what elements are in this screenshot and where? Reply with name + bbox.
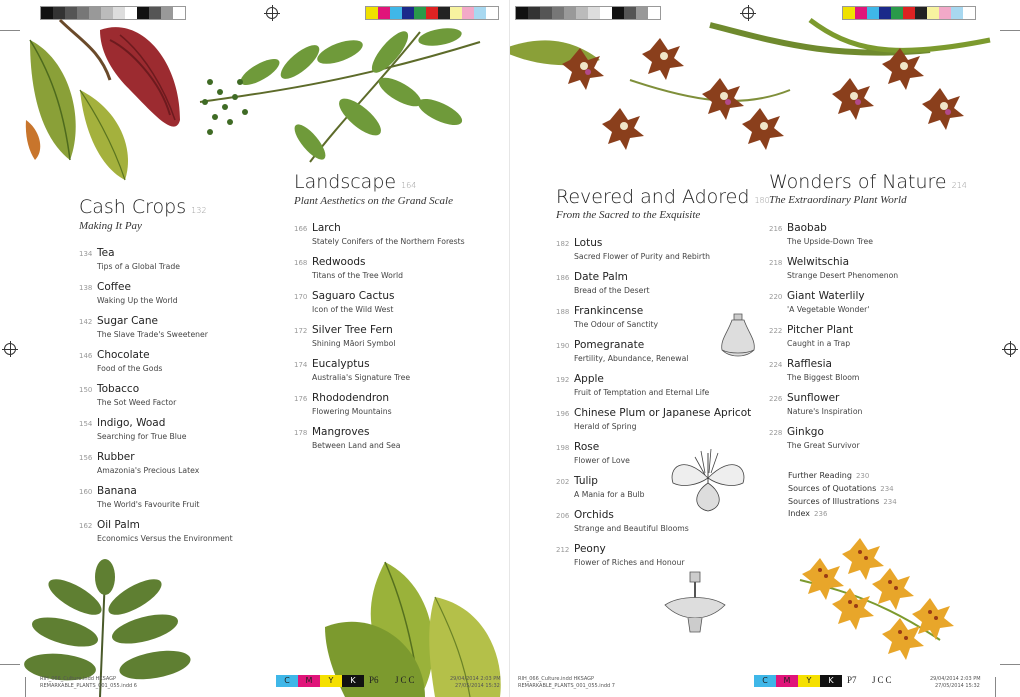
back-matter-label: Index — [788, 509, 811, 518]
toc-entry-title: Coffee — [97, 281, 131, 293]
toc-entry-page: 160 — [79, 488, 93, 496]
toc-entry-description: Nature's Inspiration — [787, 407, 863, 416]
toc-entry-title: Ginkgo — [787, 426, 824, 438]
toc-entry-title: Oil Palm — [97, 519, 140, 531]
toc-entry-page: 172 — [294, 327, 308, 335]
toc-entry-title: Rafflesia — [787, 358, 832, 370]
slug-file: REMARKABLE_PLANTS_001_055.indd 6 — [40, 683, 137, 689]
toc-entry-description: The Biggest Bloom — [787, 373, 860, 382]
back-matter-label: Further Reading — [788, 471, 852, 480]
section-title-text: Wonders of Nature — [769, 171, 947, 193]
toc-entry-page: 154 — [79, 420, 93, 428]
slug-left: RIH_066_Culture.indd HKSAGP — [518, 676, 595, 682]
toc-entry-title: Rhododendron — [312, 392, 390, 404]
toc-entry-description: Tips of a Global Trade — [97, 262, 180, 271]
toc-entry-description: Fruit of Temptation and Eternal Life — [574, 388, 710, 397]
toc-entry-title: Giant Waterlily — [787, 290, 865, 302]
section-page-number: 132 — [191, 206, 207, 215]
toc-entry-title: Rubber — [97, 451, 135, 463]
toc-entry-title: Rose — [574, 441, 600, 453]
toc-entry-page: 220 — [769, 293, 783, 301]
section-title — [294, 171, 416, 193]
toc-entry-page: 170 — [294, 293, 308, 301]
toc-entry-page: 150 — [79, 386, 93, 394]
toc-entry-description: Bread of the Desert — [574, 286, 650, 295]
color-bar — [842, 6, 976, 20]
section-title-text: Cash Crops — [79, 196, 187, 218]
section-title — [769, 171, 967, 193]
toc-entry-page: 222 — [769, 327, 783, 335]
toc-entry-description: The Slave Trade's Sweetener — [97, 330, 208, 339]
back-matter-page: 234 — [883, 498, 897, 506]
toc-entry-description: Economics Versus the Environment — [97, 534, 233, 543]
page-mark: P6 — [369, 675, 379, 685]
toc-entry-description: Searching for True Blue — [97, 432, 187, 441]
back-matter-item[interactable] — [788, 484, 894, 493]
cyan-swatch: C — [754, 675, 776, 687]
section-title-text: Landscape — [294, 171, 397, 193]
toc-entry-title: Mangroves — [312, 426, 370, 438]
toc-entry-page: 138 — [79, 284, 93, 292]
slug-time: 27/05/2014 15:32 — [935, 683, 980, 689]
toc-entry-page: 182 — [556, 240, 570, 248]
toc-entry-description: Titans of the Tree World — [312, 271, 404, 280]
slug-file: REMARKABLE_PLANTS_001_055.indd 7 — [518, 683, 615, 689]
crop-mark — [995, 677, 996, 697]
jcc-mark: JCC — [872, 675, 894, 685]
toc-entry-title: Frankincense — [574, 305, 644, 317]
right-page — [510, 0, 1020, 697]
toc-entry-title: Peony — [574, 543, 606, 555]
section-subtitle: Plant Aesthetics on the Grand Scale — [294, 195, 453, 207]
black-swatch: K — [342, 675, 364, 687]
toc-entry-description: Sacred Flower of Purity and Rebirth — [574, 252, 710, 261]
cyan-swatch: C — [276, 675, 298, 687]
back-matter-item[interactable] — [788, 509, 827, 518]
toc-entry-page: 228 — [769, 429, 783, 437]
orchid-spray-illustration — [510, 20, 1000, 190]
toc-entry-page: 134 — [79, 250, 93, 258]
color-bar — [365, 6, 499, 20]
black-swatch: K — [820, 675, 842, 687]
cmyk-swatches — [276, 675, 364, 687]
toc-entry-title: Lotus — [574, 237, 603, 249]
section-subtitle: The Extraordinary Plant World — [769, 194, 907, 206]
toc-entry-page: 196 — [556, 410, 570, 418]
toc-entry-description: Icon of the Wild West — [312, 305, 394, 314]
toc-entry-description: Herald of Spring — [574, 422, 637, 431]
section-subtitle: From the Sacred to the Exquisite — [556, 209, 701, 221]
section-title-text: Revered and Adored — [556, 186, 750, 208]
registration-mark-icon — [266, 7, 278, 19]
toc-entry-description: Australia's Signature Tree — [312, 373, 411, 382]
back-matter-page: 230 — [855, 472, 870, 480]
toc-entry-page: 198 — [556, 444, 570, 452]
back-matter-item[interactable] — [788, 471, 869, 480]
toc-entry-title: Pomegranate — [574, 339, 645, 351]
toc-entry-page: 146 — [79, 352, 93, 360]
leafy-branch-illustration — [190, 22, 490, 172]
toc-entry-page: 216 — [769, 225, 783, 233]
toc-entry-description: Waking Up the World — [97, 296, 178, 305]
toc-entry-title: Larch — [312, 222, 341, 234]
toc-entry-page: 188 — [556, 308, 570, 316]
toc-entry-title: Tulip — [574, 475, 598, 487]
toc-entry-description: Caught in a Trap — [787, 339, 851, 348]
toc-entry-title: Indigo, Woad — [97, 417, 166, 429]
toc-entry-description: The Great Survivor — [787, 441, 860, 450]
back-matter-item[interactable] — [788, 497, 897, 506]
toc-entry-page: 192 — [556, 376, 570, 384]
page-mark: P7 — [847, 675, 857, 685]
yellow-swatch: Y — [320, 675, 342, 687]
toc-entry-description: The Sot Weed Factor — [97, 398, 177, 407]
toc-entry-title: Welwitschia — [787, 256, 850, 268]
toc-entry-description: Stately Conifers of the Northern Forests — [312, 237, 465, 246]
toc-entry-title: Baobab — [787, 222, 827, 234]
toc-entry-title: Sunflower — [787, 392, 840, 404]
toc-entry-description: Strange and Beautiful Blooms — [574, 524, 689, 533]
crop-mark — [0, 664, 20, 665]
toc-entry-page: 186 — [556, 274, 570, 282]
toc-entry-description: A Mania for a Bulb — [574, 490, 645, 499]
toc-entry-title: Eucalyptus — [312, 358, 370, 370]
yellow-swatch: Y — [798, 675, 820, 687]
cmyk-swatches — [754, 675, 842, 687]
yellow-orchid-illustration — [780, 540, 980, 670]
toc-entry-description: 'A Vegetable Wonder' — [787, 305, 870, 314]
toc-entry-description: Flower of Riches and Honour — [574, 558, 685, 567]
toc-entry-description: Shining Māori Symbol — [312, 339, 396, 348]
toc-entry-page: 226 — [769, 395, 783, 403]
toc-entry-page: 190 — [556, 342, 570, 350]
section-subtitle: Making It Pay — [79, 220, 142, 232]
peony-seed-illustration — [660, 570, 730, 640]
back-matter-page: 234 — [880, 485, 894, 493]
toc-entry-description: Fertility, Abundance, Renewal — [574, 354, 689, 363]
grayscale-bar — [515, 6, 661, 20]
toc-entry-description: Between Land and Sea — [312, 441, 401, 450]
toc-entry-title: Sugar Cane — [97, 315, 158, 327]
back-matter-label: Sources of Illustrations — [788, 497, 880, 506]
grayscale-bar — [40, 6, 186, 20]
toc-entry-title: Tobacco — [97, 383, 140, 395]
toc-entry-page: 218 — [769, 259, 783, 267]
toc-entry-title: Banana — [97, 485, 137, 497]
toc-entry-title: Chocolate — [97, 349, 150, 361]
toc-entry-page: 156 — [79, 454, 93, 462]
toc-entry-description: Food of the Gods — [97, 364, 163, 373]
slug-time: 27/05/2014 15:32 — [455, 683, 500, 689]
toc-entry-page: 166 — [294, 225, 308, 233]
toc-entry-page: 176 — [294, 395, 308, 403]
slug-left: RIH_066_Culture.indd HKSAGP — [40, 676, 117, 682]
toc-entry-page: 224 — [769, 361, 783, 369]
toc-entry-page: 178 — [294, 429, 308, 437]
back-matter-label: Sources of Quotations — [788, 484, 877, 493]
toc-entry-page: 174 — [294, 361, 308, 369]
rose-flower-illustration — [663, 443, 753, 513]
magenta-swatch: M — [298, 675, 320, 687]
jcc-mark: JCC — [395, 675, 417, 685]
registration-mark-icon — [742, 7, 754, 19]
toc-entry-title: Tea — [97, 247, 115, 259]
toc-entry-page: 212 — [556, 546, 570, 554]
toc-entry-title: Apple — [574, 373, 604, 385]
toc-entry-page: 142 — [79, 318, 93, 326]
toc-entry-description: The World's Favourite Fruit — [97, 500, 200, 509]
section-page-number: 180 — [754, 196, 770, 205]
toc-entry-title: Date Palm — [574, 271, 628, 283]
toc-entry-page: 202 — [556, 478, 570, 486]
crop-mark — [1000, 30, 1020, 31]
toc-entry-description: Amazonia's Precious Latex — [97, 466, 200, 475]
registration-mark-icon — [1004, 343, 1016, 355]
registration-mark-icon — [4, 343, 16, 355]
toc-entry-title: Orchids — [574, 509, 614, 521]
section-page-number: 164 — [401, 181, 417, 190]
toc-entry-description: The Odour of Sanctity — [574, 320, 659, 329]
toc-entry-title: Saguaro Cactus — [312, 290, 395, 302]
toc-entry-title: Chinese Plum or Japanese Apricot — [574, 407, 752, 419]
toc-entry-description: Flowering Mountains — [312, 407, 392, 416]
slug-date: 29/04/2014 2:03 PM — [450, 676, 501, 682]
toc-entry-title: Pitcher Plant — [787, 324, 854, 336]
toc-entry-page: 206 — [556, 512, 570, 520]
toc-entry-description: Strange Desert Phenomenon — [787, 271, 899, 280]
slug-date: 29/04/2014 2:03 PM — [930, 676, 981, 682]
toc-entry-description: Flower of Love — [574, 456, 630, 465]
crop-mark — [1000, 664, 1020, 665]
toc-entry-page: 168 — [294, 259, 308, 267]
frankincense-vessel-illustration — [718, 312, 758, 362]
toc-entry-title: Redwoods — [312, 256, 366, 268]
toc-entry-description: The Upside-Down Tree — [787, 237, 874, 246]
section-title — [79, 196, 206, 218]
toc-entry-page: 162 — [79, 522, 93, 530]
toc-entry-title: Silver Tree Fern — [312, 324, 393, 336]
back-matter-page: 236 — [814, 510, 828, 518]
magenta-swatch: M — [776, 675, 798, 687]
section-title — [556, 186, 770, 208]
section-page-number: 214 — [951, 181, 967, 190]
